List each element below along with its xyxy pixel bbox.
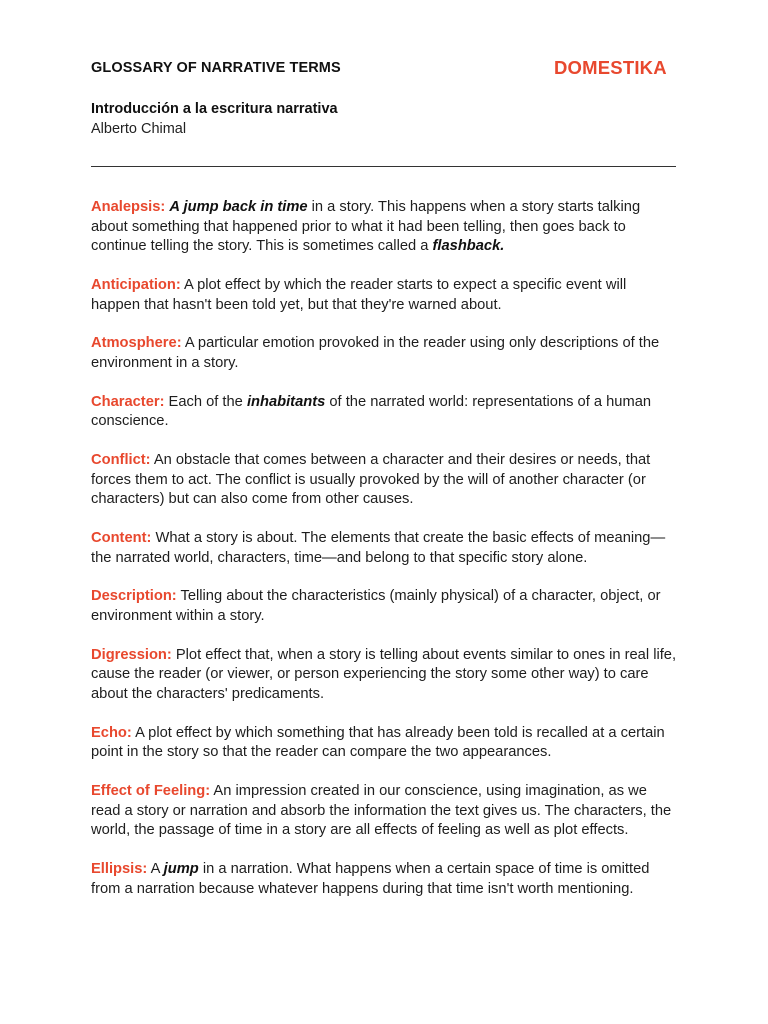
author-name: Alberto Chimal — [91, 121, 187, 137]
definition-text: Each of the — [164, 393, 247, 410]
glossary-term: Digression: — [91, 646, 172, 663]
glossary-term: Analepsis: — [91, 199, 166, 215]
emphasized-phrase: inhabitants — [246, 393, 326, 410]
definition-text: An impression created in our conscience, using imagination, as we read a story or narration and absorb the information the text gives us. The characters, the world, the passage of time in a story are all effects of feeling as well as plot effects. — [91, 783, 672, 839]
glossary-entry — [91, 646, 677, 705]
course-title: Introducción a la escritura narrativa — [91, 101, 338, 117]
glossary-term: Description: — [91, 588, 177, 605]
definition-text: Plot effect that, when a story is telling about events similar to ones in real life, cause the reader (or viewer, or person experiencing the story some other way) to care about the characters' predicaments. — [91, 646, 677, 702]
glossary-term: Ellipsis: — [91, 861, 148, 878]
glossary-entry — [91, 860, 677, 899]
glossary-entry — [91, 587, 677, 626]
glossary-entry — [91, 451, 677, 510]
emphasized-phrase: jump — [163, 861, 199, 878]
definition-text: Telling about the characteristics (mainly physical) of a character, object, or environment within a story. — [91, 588, 661, 625]
emphasized-phrase: flashback. — [432, 238, 505, 255]
glossary-term: Conflict: — [91, 452, 151, 469]
document-title: GLOSSARY OF NARRATIVE TERMS — [91, 60, 341, 76]
glossary-entry — [91, 393, 677, 432]
glossary-term: Content: — [91, 530, 152, 547]
glossary-list — [91, 198, 677, 919]
glossary-entry — [91, 334, 677, 373]
definition-text: in a story. This happens when a story starts talking about something that happened prior to what it had been telling, then goes back to continue telling the story. This is sometimes called a — [91, 199, 641, 255]
domestika-logo: DOMESTIKA — [554, 57, 667, 78]
glossary-entry — [91, 198, 677, 257]
glossary-entry — [91, 724, 677, 763]
glossary-entry — [91, 529, 677, 568]
definition-text: in a narration. What happens when a certain space of time is omitted from a narration because whatever happens during that time isn't worth mentioning. — [91, 861, 650, 897]
glossary-term: Effect of Feeling: — [91, 783, 211, 800]
definition-text: A plot effect by which something that has already been told is recalled at a certain point in the story so that the reader can compare the two appearances. — [91, 724, 665, 761]
definition-text: A particular emotion provoked in the reader using only descriptions of the environment in a story. — [91, 335, 660, 371]
glossary-term: Atmosphere: — [91, 335, 182, 352]
glossary-term: Character: — [91, 393, 165, 410]
glossary-term: Echo: — [91, 724, 132, 741]
definition-text: A plot effect by which the reader starts to expect a specific event will happen that hasn't been told yet, but that they're warned about. — [91, 276, 627, 313]
definition-text: of the narrated world: representations of a human conscience. — [91, 393, 652, 430]
emphasized-phrase: A jump back in time — [169, 199, 308, 215]
definition-text: A — [147, 861, 164, 878]
glossary-entry — [91, 782, 677, 841]
definition-text: An obstacle that comes between a character and their desires or needs, that forces them to act. The conflict is usually provoked by the will of another character (or characters) but can also come from other causes. — [91, 452, 651, 508]
header-divider — [91, 166, 676, 167]
definition-text: What a story is about. The elements that create the basic effects of meaning—the narrated world, characters, time—and belong to that specific story alone. — [91, 530, 666, 566]
glossary-term: Anticipation: — [91, 276, 181, 293]
glossary-entry — [91, 276, 677, 315]
